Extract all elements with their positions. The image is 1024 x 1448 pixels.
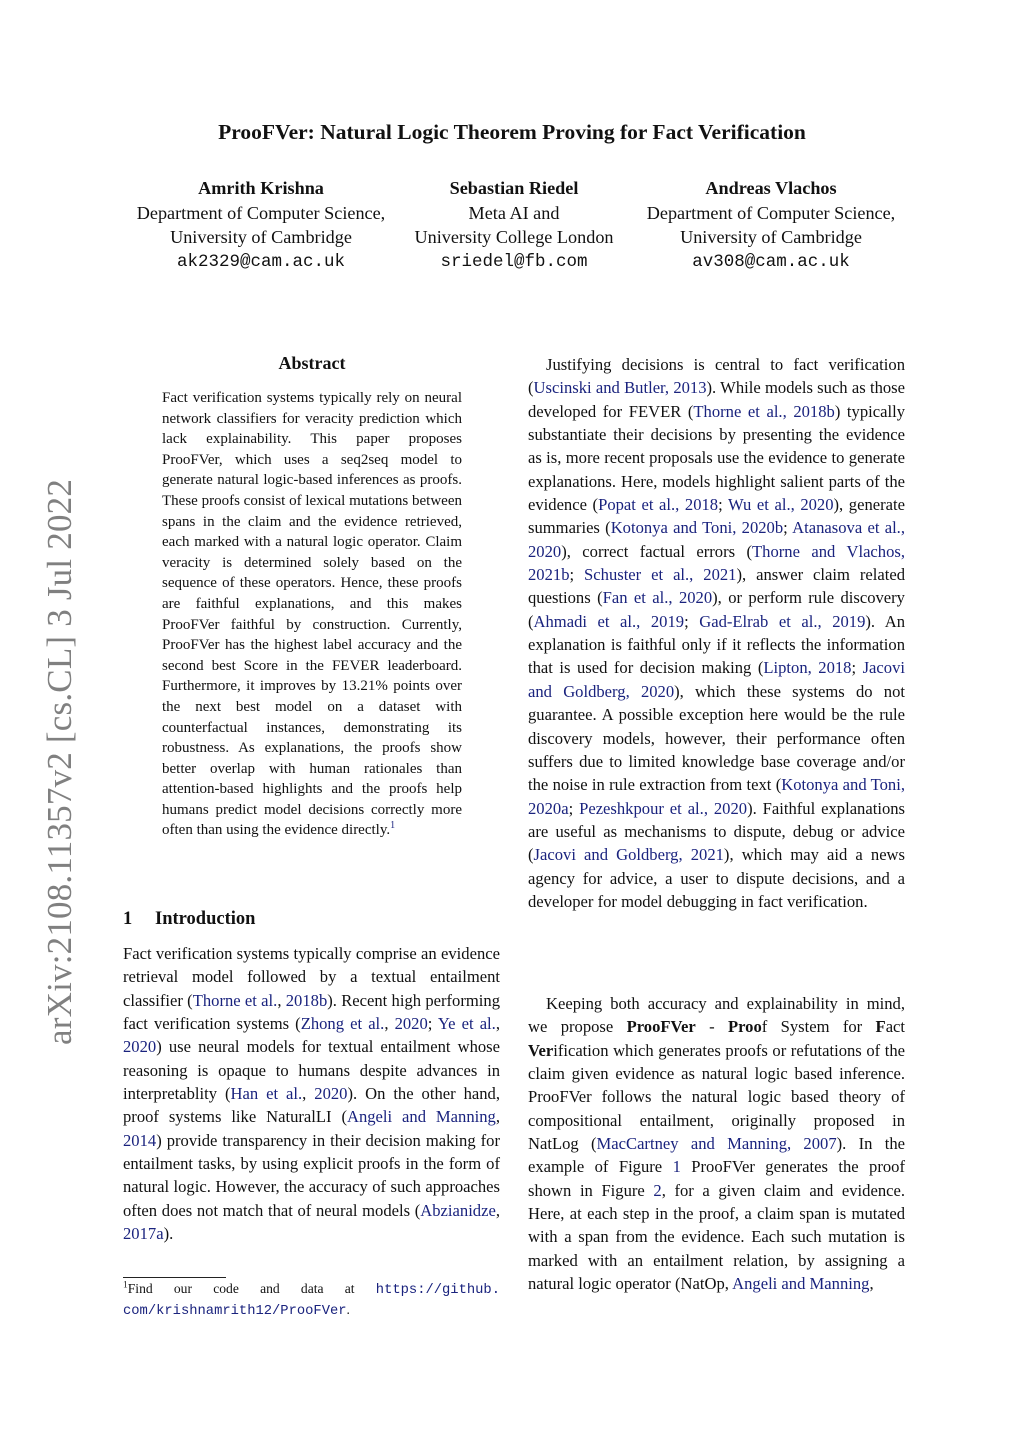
author-block-2 xyxy=(386,176,642,274)
author-affiliation: University of Cambridge xyxy=(680,227,862,247)
citation-link[interactable]: Jacovi and Goldberg, 2021 xyxy=(533,845,724,865)
citation-link[interactable]: Wu et al., 2020 xyxy=(728,495,834,515)
citation-link[interactable]: 2020 xyxy=(394,1014,428,1034)
citation-link[interactable]: Popat et al., 2018 xyxy=(598,495,719,515)
figure-ref-link[interactable]: 2 xyxy=(653,1180,662,1200)
author-affiliation: University of Cambridge xyxy=(170,227,352,247)
footnote-number: 1 xyxy=(123,1280,128,1291)
citation-link[interactable]: 2020 xyxy=(123,1037,157,1057)
citation-link[interactable]: Pezeshkpour et al., 2020 xyxy=(579,798,748,818)
citation-link[interactable]: Ahmadi et al., 2019 xyxy=(533,611,685,631)
author-affiliation: University College London xyxy=(414,227,614,247)
footnote: $^1$Find our code and data at https://github. com/krishnamrith12/ProoFVer. xyxy=(123,1280,500,1319)
figure-ref-link[interactable]: 1 xyxy=(672,1157,681,1177)
citation-link[interactable]: Thorne and Vlachos, 2021b xyxy=(528,541,906,585)
abstract-heading: Abstract xyxy=(278,353,346,373)
paper-title: ProoFVer: Natural Logic Theorem Proving for Fact Verification xyxy=(218,120,806,144)
section-number: 1 xyxy=(123,909,133,929)
citation-link[interactable]: Abzianidze xyxy=(420,1200,496,1220)
citation-link[interactable]: Kotonya and Toni, 2020a xyxy=(528,775,905,818)
citation-link[interactable]: Gad-Elrab et al., 2019 xyxy=(699,611,866,631)
citation-link[interactable]: Jacovi and Goldberg, 2020 xyxy=(528,658,905,701)
citation-link[interactable]: 2018b xyxy=(285,990,328,1010)
citation-link[interactable]: Kotonya and Toni, 2020b xyxy=(610,518,784,538)
citation-link[interactable]: Atanasova et al., 2020 xyxy=(528,518,905,561)
citation-link[interactable]: Thorne et al. xyxy=(192,990,278,1010)
footnote-divider xyxy=(123,1277,226,1278)
footnote-marker[interactable]: 1 xyxy=(390,820,396,832)
citation-link[interactable]: 2014 xyxy=(123,1130,157,1150)
citation-link[interactable]: 2020 xyxy=(314,1084,348,1104)
section-heading-introduction xyxy=(123,906,255,932)
author-block-1 xyxy=(101,176,421,274)
author-name: Sebastian Riedel xyxy=(449,178,579,198)
citation-link[interactable]: 2017a xyxy=(123,1224,164,1244)
abstract-body xyxy=(162,388,462,841)
author-affiliation: Department of Computer Science, xyxy=(646,202,896,223)
citation-link[interactable]: Zhong et al. xyxy=(300,1014,385,1034)
author-affiliation: Meta AI and xyxy=(468,202,560,223)
citation-link[interactable]: Uscinski and Butler, 2013 xyxy=(533,378,707,398)
author-email[interactable]: ak2329@cam.ac.uk xyxy=(176,251,346,272)
citation-link[interactable]: Thorne et al., 2018b xyxy=(693,401,835,421)
citation-link[interactable]: Han et al. xyxy=(230,1084,303,1104)
author-name: Andreas Vlachos xyxy=(705,178,837,198)
citation-link[interactable]: Ye et al. xyxy=(437,1014,496,1034)
author-affiliation: Department of Computer Science, xyxy=(136,202,386,223)
author-email[interactable]: av308@cam.ac.uk xyxy=(692,251,850,272)
citation-link[interactable]: Schuster et al., 2021 xyxy=(584,565,737,585)
intro-paragraph-3: Keeping both accuracy and explainability in mind, we propose ProoFVer - Proof System for Fact Verification which generates proofs or refutations of the claim given evidence as natural logic based inference. ProoFVer follows the natural logic based theory of compositional entailment, originally proposed in NatLog (MacCartney and Manning, 2007). In the example of Figure 1 ProoFVer generates the proof shown in Figure 2, for a given claim and evidence. Here, at each step in the proof, a claim span is mutated with a span from the evidence. Each such mutation is marked with an entailment relation, by assigning a natural logic operator (NatOp, Angeli and Manning, xyxy=(528,994,906,1294)
citation-link[interactable]: Angeli and Manning xyxy=(732,1274,870,1294)
author-name: Amrith Krishna xyxy=(198,178,324,198)
author-email[interactable]: sriedel@fb.com xyxy=(440,251,588,272)
citation-link[interactable]: MacCartney and Manning, 2007 xyxy=(596,1134,837,1154)
intro-paragraph-1: Fact verification systems typically comprise an evidence retrieval model followed by a textual entailment classifier (Thorne et al., 2018b). Recent high performing fact verification systems (Zhong et al., 2020; Ye et al., 2020) use neural models for textual entailment whose reasoning is opaque to humans despite advances in interpretablity (Han et al., 2020). On the other hand, proof systems like NaturalLI (Angeli and Manning, 2014) provide transparency in their decision making for entailment tasks, by using explicit proofs in the form of natural logic. However, the accuracy of such approaches often does not match that of neural models (Abzianidze, 2017a). xyxy=(123,944,501,1244)
section-title: Introduction xyxy=(155,909,256,929)
author-block-3 xyxy=(611,176,931,274)
citation-link[interactable]: Lipton, 2018 xyxy=(763,658,852,678)
footnote-url-link[interactable]: https://github. com/krishnamrith12/ProoFVer xyxy=(123,1283,500,1319)
intro-paragraph-2: Justifying decisions is central to fact verification (Uscinski and Butler, 2013). While models such as those developed for FEVER (Thorne et al., 2018b) typically substantiate their decisions by presenting the evidence as is, more recent proposals use the evidence to generate explanations. Here, models highlight salient parts of the evidence (Popat et al., 2018; Wu et al., 2020), generate summaries (Kotonya and Toni, 2020b; Atanasova et al., 2020), correct factual errors (Thorne and Vlachos, 2021b; Schuster et al., 2021), answer claim related questions (Fan et al., 2020), or perform rule discovery (Ahmadi et al., 2019; Gad-Elrab et al., 2019). An explanation is faithful only if it reflects the information that is used for decision making (Lipton, 2018; Jacovi and Goldberg, 2020), which these systems do not guarantee. A possible exception here would be the rule discovery models, however, their performance often suffers due to limited knowledge base coverage and/or the noise in rule extraction from text (Kotonya and Toni, 2020a; Pezeshkpour et al., 2020). Faithful explanations are useful as mechanisms to dispute, debug or advice (Jacovi and Goldberg, 2021), which may aid a news agency for advice, a user to dispute decisions, and a developer for model debugging in fact verification. xyxy=(528,355,906,911)
arxiv-identifier-stamp[interactable]: arXiv:2108.11357v2 [cs.CL] 3 Jul 2022 xyxy=(40,478,79,1045)
abstract-text: Fact verification systems typically rely on neural network classifiers for veracity prediction which lack explainability. This paper proposes ProoFVer, which uses a seq2seq model to generate natural logic-based inferences as proofs. These proofs consist of lexical mutations between spans in the claim and the evidence retrieved, each marked with a natural logic operator. Claim veracity is determined solely based on the sequence of these operators. Hence, these proofs are faithful explanations, and this makes ProoFVer faithful by construction. Currently, ProoFVer has the highest label accuracy and the second best Score in the FEVER leaderboard. Furthermore, it improves by 13.21% points over the next best model on a dataset with counterfactual instances, demonstrating its robustness. As explanations, the proofs show better overlap with human rationales than attention-based highlights and the proofs help humans predict model decisions correctly more often than using the evidence directly. xyxy=(162,390,462,839)
citation-link[interactable]: Angeli and Manning xyxy=(346,1107,496,1127)
citation-link[interactable]: Fan et al., 2020 xyxy=(602,588,713,608)
system-name: ProoFVer xyxy=(626,1017,696,1037)
